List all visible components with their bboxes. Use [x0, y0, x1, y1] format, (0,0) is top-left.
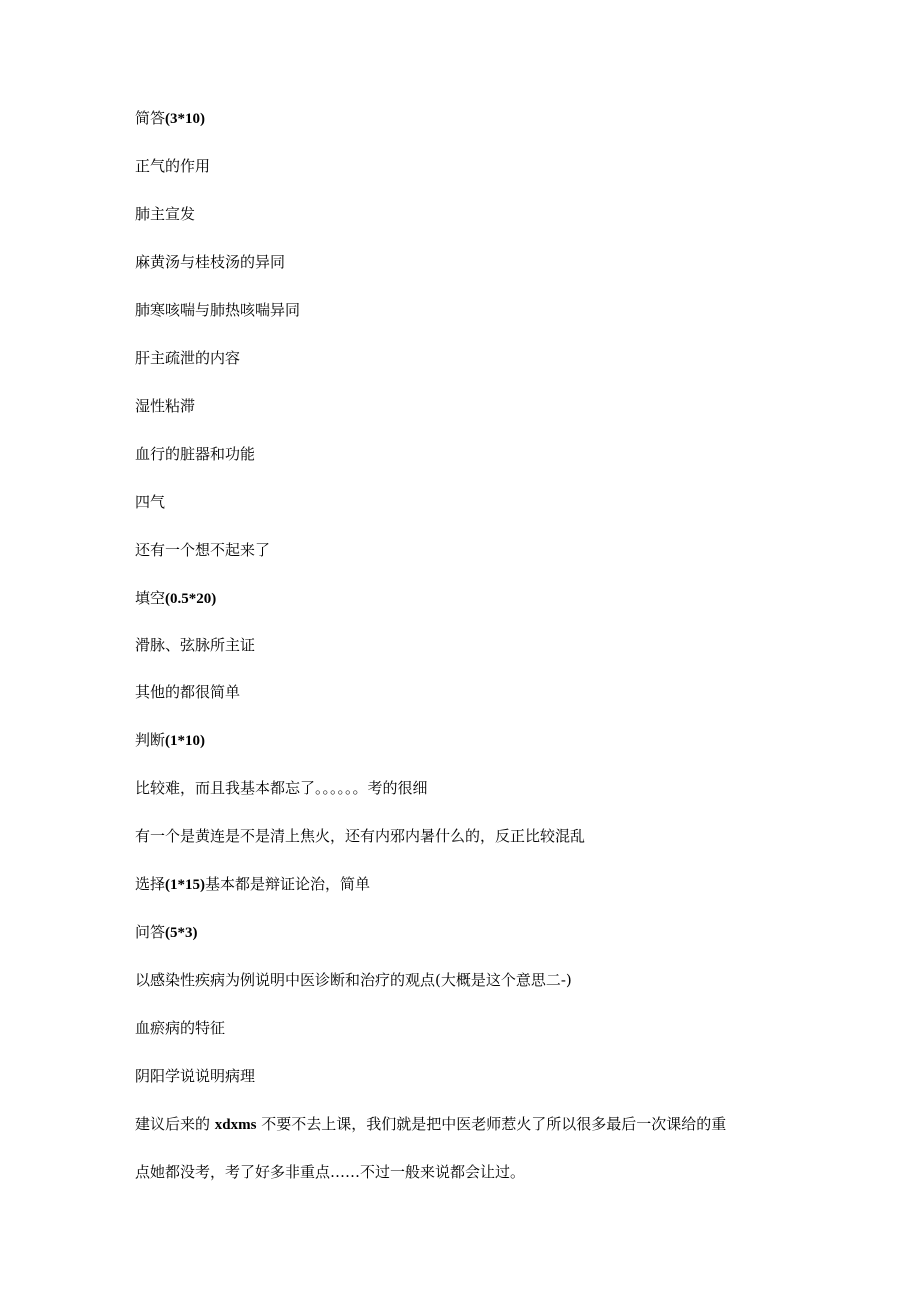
list-item: 四气: [135, 493, 166, 511]
list-item: 还有一个想不起来了: [135, 541, 271, 559]
advice-paragraph-line-1: 建议后来的 xdxms 不要不去上课，我们就是把中医老师惹火了所以很多最后一次课给的重: [135, 1115, 727, 1133]
section-heading-essay: 问答(5*3): [135, 923, 198, 941]
list-item: 比较难，而且我基本都忘了。。。。。。考的很细: [135, 779, 428, 797]
list-item: 以感染性疾病为例说明中医诊断和治疗的观点(大概是这个意思二-): [135, 971, 572, 989]
advice-paragraph-line-2: 点她都没考，考了好多非重点……不过一般来说都会让过。: [135, 1163, 526, 1181]
section-heading-true-false: 判断(1*10): [135, 731, 206, 749]
section-heading-fill-blank: 填空(0.5*20): [135, 589, 217, 607]
list-item: 肺寒咳喘与肺热咳喘异同: [135, 301, 301, 319]
list-item: 肺主宣发: [135, 205, 196, 223]
list-item: 湿性粘滞: [135, 397, 196, 415]
section-heading-multiple-choice: 选择(1*15)基本都是辩证论治，简单: [135, 875, 371, 893]
section-heading-short-answer: 简答(3*10): [135, 109, 206, 127]
list-item: 血瘀病的特征: [135, 1019, 226, 1037]
list-item: 血行的脏器和功能: [135, 445, 256, 463]
list-item: 其他的都很简单: [135, 683, 241, 701]
list-item: 正气的作用: [135, 157, 211, 175]
list-item: 肝主疏泄的内容: [135, 349, 241, 367]
list-item: 阴阳学说说明病理: [135, 1067, 256, 1085]
list-item: 滑脉、弦脉所主证: [135, 636, 256, 654]
list-item: 有一个是黄连是不是清上焦火，还有内邪内暑什么的，反正比较混乱: [135, 827, 586, 845]
list-item: 麻黄汤与桂枝汤的异同: [135, 253, 286, 271]
